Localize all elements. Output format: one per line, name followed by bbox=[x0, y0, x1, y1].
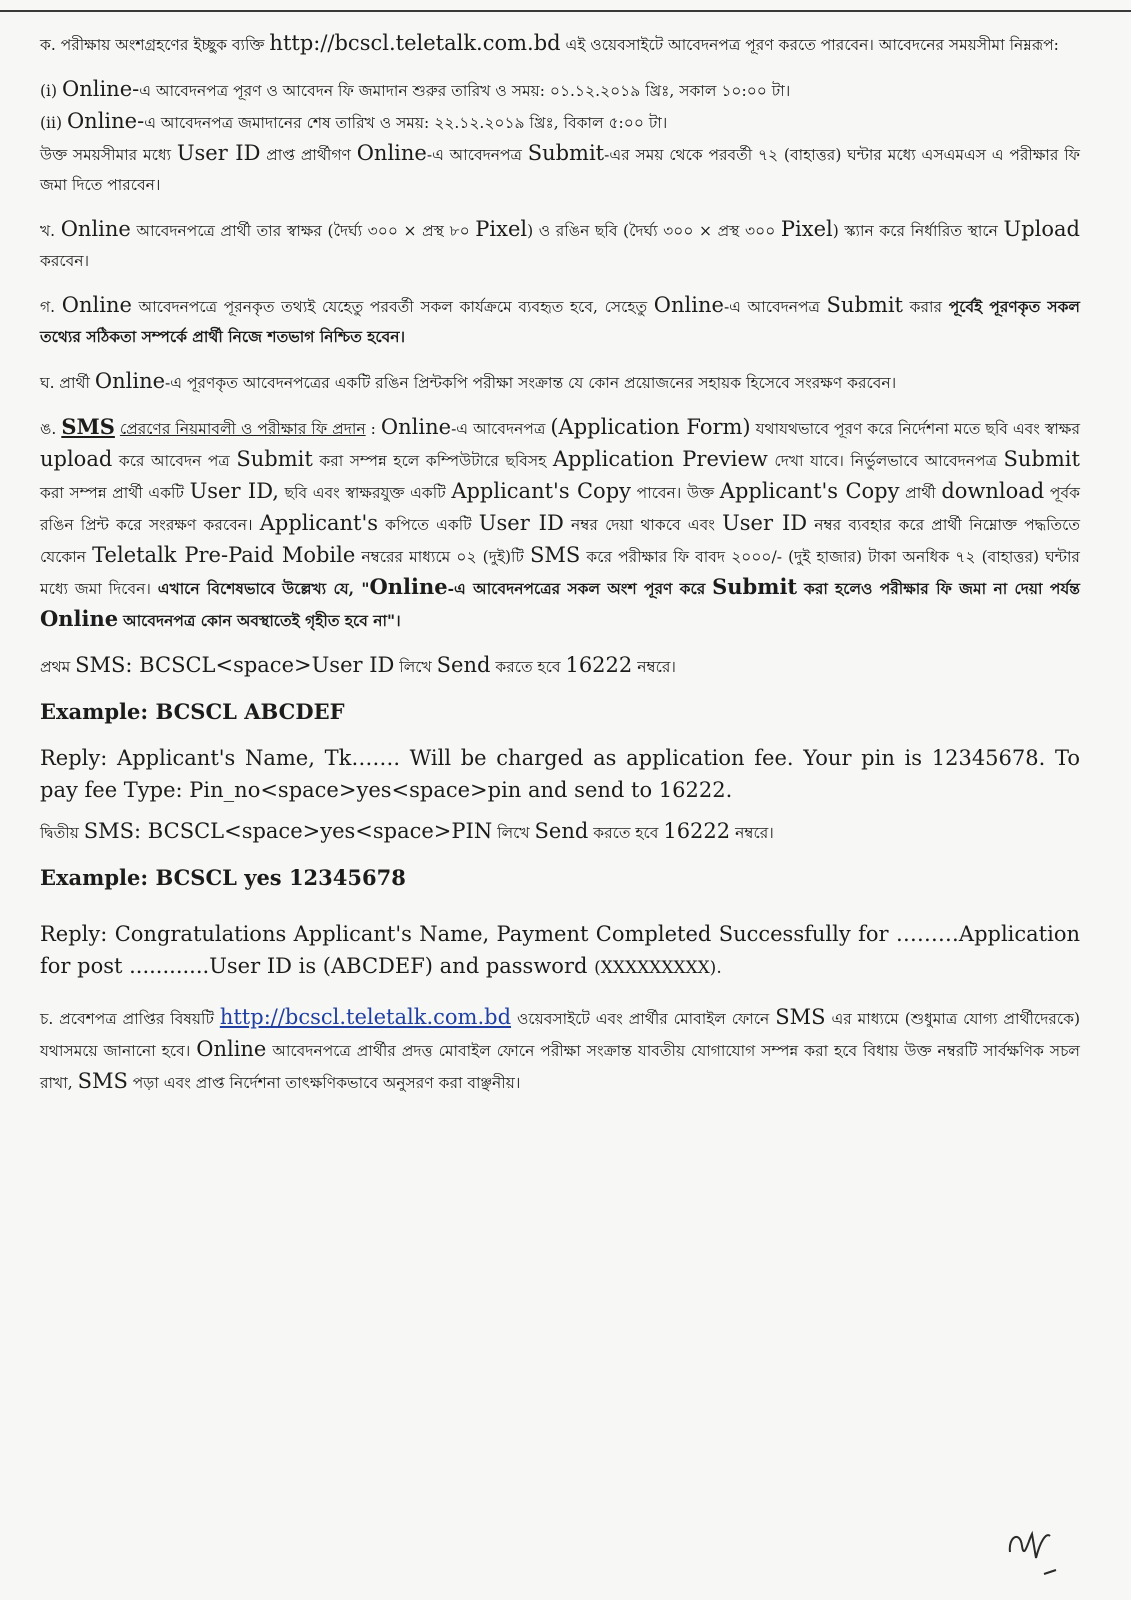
text: -এ আবেদনপত্র bbox=[723, 298, 820, 316]
text-en: User ID, bbox=[189, 479, 279, 503]
text: নম্বর ব্যবহার করে প্রার্থী নিম্নোক্ত পদ্ধতিতে যেকোন bbox=[40, 516, 1081, 566]
text: আবেদনপত্রে প্রার্থীর প্রদত্ত মোবাইল ফোনে পরীক্ষা সংক্রান্ত যাবতীয় যোগাযোগ সম্পন্ন করা হবে বিধায় উক্ত নম্বরটি সার্বক্ষণিক সচল রাখা, bbox=[40, 1042, 1080, 1092]
text: -এ আবেদনপত্র bbox=[426, 146, 522, 164]
bold-text-en: Online bbox=[369, 574, 448, 599]
website-url: http://bcscl.teletalk.com.bd bbox=[269, 31, 561, 55]
section-ka bbox=[40, 28, 1080, 60]
text: নম্বরে। bbox=[735, 824, 774, 842]
top-rule bbox=[0, 10, 1131, 12]
text-en: Teletalk Pre-Paid Mobile bbox=[92, 543, 356, 567]
text-en: Application Preview bbox=[552, 447, 768, 471]
text-en: Online bbox=[94, 369, 166, 393]
text-en: SMS bbox=[77, 1069, 128, 1093]
text-en: Applicant's bbox=[259, 511, 379, 535]
text-en: Send bbox=[436, 653, 491, 677]
reply-text: Reply: Congratulations Applicant's Name, Payment Completed Successfully for ………Application for post ............User ID is (ABCDEF) and password bbox=[40, 922, 1080, 978]
text: ) ও রঙিন ছবি (দৈর্ঘ্য ৩০০ × প্রস্থ ৩০০ bbox=[527, 222, 776, 240]
reply-first: Reply: Applicant's Name, Tk……. Will be charged as application fee. Your pin is 12345678. To pay fee Type: Pin_no<space>yes<space>pin and send to 16222. bbox=[40, 746, 1080, 802]
text: পাবেন। উক্ত bbox=[636, 484, 715, 502]
text: ঙ. bbox=[40, 420, 57, 438]
text: করার bbox=[909, 298, 943, 316]
section-userid bbox=[40, 138, 1080, 200]
section-ka-text-2: এই ওয়েবসাইটে আবেদনপত্র পূরণ করতে পারবেন। আবেদনের সময়সীমা নিম্নরূপ: bbox=[565, 36, 1059, 54]
section-ga bbox=[40, 290, 1080, 352]
text-en: User ID bbox=[176, 141, 261, 165]
text: পূর্বক রঙিন প্রিন্ট করে সংরক্ষণ করবেন। bbox=[40, 484, 1080, 534]
text: ঘ. প্রার্থী bbox=[40, 374, 90, 392]
item-ii-online: Online- bbox=[66, 109, 145, 133]
text: আবেদনপত্রে পূরনকৃত তথ্যই যেহেতু পরবর্তী সকল কার্যক্রমে ব্যবহৃত হবে, সেহেতু bbox=[138, 298, 648, 316]
bold-text: এখানে বিশেষভাবে উল্লেখ্য যে, " bbox=[157, 579, 370, 598]
text-en: SMS bbox=[530, 543, 581, 567]
text: লিখে bbox=[399, 658, 432, 676]
text: করতে হবে bbox=[593, 824, 659, 842]
text: ওয়েবসাইটে এবং প্রার্থীর মোবাইল ফোনে bbox=[516, 1010, 770, 1028]
item-ii bbox=[40, 106, 1080, 138]
text: আবেদনপত্রে প্রার্থী তার স্বাক্ষর (দৈর্ঘ্য ৩০০ × প্রস্থ ৮০ bbox=[136, 222, 470, 240]
text: এর মাধ্যমে (শুধুমাত্র যোগ্য প্রার্থীদেরকে) যথাসময়ে জানানো হবে। bbox=[40, 1010, 1080, 1060]
text: -এ পূরণকৃত আবেদনপত্রের একটি রঙিন প্রিন্টকপি পরীক্ষা সংক্রান্ত যে কোন প্রয়োজনের সহায়ক হিসেবে সংরক্ষণ করবেন। bbox=[165, 374, 897, 392]
text: করে আবেদন পত্র bbox=[118, 452, 230, 470]
bold-text-en: Submit bbox=[712, 574, 798, 599]
text: নম্বর দেয়া থাকবে এবং bbox=[571, 516, 715, 534]
text: পড়া এবং প্রাপ্ত নির্দেশনা তাৎক্ষণিকভাবে অনুসরণ করা বাঞ্ছনীয়। bbox=[132, 1074, 521, 1092]
text: প্রথম bbox=[40, 658, 71, 676]
section-heading: প্রেরণের নিয়মাবলী ও পরীক্ষার ফি প্রদান bbox=[119, 420, 366, 438]
text-en: Pixel bbox=[475, 217, 528, 241]
text-en: Send bbox=[534, 819, 589, 843]
text: : bbox=[370, 420, 376, 438]
text-en: Online bbox=[61, 293, 132, 317]
section-cha bbox=[40, 1002, 1080, 1098]
text-en: SMS bbox=[775, 1005, 826, 1029]
bold-text: করা হলেও পরীক্ষার ফি জমা না দেয়া পর্যন্ত bbox=[803, 579, 1080, 598]
text-en: SMS: BCSCL<space>yes<space>PIN bbox=[83, 819, 493, 843]
website-link[interactable]: http://bcscl.teletalk.com.bd bbox=[219, 1005, 512, 1029]
text-en: download bbox=[941, 479, 1045, 503]
bold-text-en: Online bbox=[40, 606, 119, 631]
text: ) স্ক্যান করে নির্ধারিত স্থানে bbox=[832, 222, 998, 240]
item-i-online: Online- bbox=[62, 77, 140, 101]
text-en: Online bbox=[60, 217, 131, 241]
text: নম্বরে। bbox=[637, 658, 676, 676]
text: করা সম্পন্ন হলে কম্পিউটারে ছবিসহ bbox=[319, 452, 547, 470]
bold-text: আবেদনপত্র কোন অবস্থাতেই গৃহীত হবে না"। bbox=[123, 611, 401, 630]
text: যথাযথভাবে পূরণ করে নির্দেশনা মতে ছবি এবং স্বাক্ষর bbox=[755, 420, 1080, 438]
item-ii-label: (ii) bbox=[40, 114, 63, 132]
text-en: Applicant's Copy bbox=[451, 479, 632, 503]
section-ka-text: ক. পরীক্ষায় অংশগ্রহণের ইচ্ছুক ব্যক্তি bbox=[40, 36, 265, 54]
document-page bbox=[40, 28, 1080, 1112]
section-kha bbox=[40, 214, 1080, 276]
sms-first-instruction bbox=[40, 650, 1080, 682]
text-en: Submit bbox=[1003, 447, 1080, 471]
bold-text: -এ আবেদনপত্রের সকল অংশ পূরণ করে bbox=[447, 579, 706, 598]
text-en: Online bbox=[356, 141, 427, 165]
item-i-label: (i) bbox=[40, 82, 58, 100]
text: প্রাপ্ত প্রার্থীগণ bbox=[266, 146, 351, 164]
text-en: SMS: BCSCL<space>User ID bbox=[75, 653, 395, 677]
text: নম্বরের মাধ্যমে ০২ (দুই)টি bbox=[361, 548, 524, 566]
example-second: Example: BCSCL yes 12345678 bbox=[40, 865, 406, 890]
section-gha bbox=[40, 366, 1080, 398]
text: খ. bbox=[40, 222, 56, 240]
emphasis-text: পূর্বেই পূরণকৃত সকল তথ্যের সঠিকতা সম্পর্কে প্রার্থী নিজে শতভাগ নিশ্চিত হবেন। bbox=[40, 297, 1080, 346]
text: প্রার্থী bbox=[905, 484, 936, 502]
item-i-text: এ আবেদনপত্র পূরণ ও আবেদন ফি জমাদান শুরুর তারিখ ও সময়: ০১.১২.২০১৯ খ্রিঃ, সকাল ১০:০০ টা। bbox=[139, 82, 791, 100]
text-en: Online bbox=[653, 293, 724, 317]
text: করবেন। bbox=[40, 252, 90, 270]
text-en: Submit bbox=[527, 141, 605, 165]
text: চ. প্রবেশপত্র প্রাপ্তির বিষয়টি bbox=[40, 1010, 214, 1028]
text: লিখে bbox=[497, 824, 530, 842]
text-en: Applicant's Copy bbox=[719, 479, 900, 503]
text-en: Upload bbox=[1003, 217, 1080, 241]
example-first: Example: BCSCL ABCDEF bbox=[40, 699, 345, 724]
text: করা সম্পন্ন প্রার্থী একটি bbox=[40, 484, 184, 502]
text: উক্ত সময়সীমার মধ্যে bbox=[40, 146, 172, 164]
sms-second-instruction bbox=[40, 816, 1080, 848]
text-en: 16222 bbox=[663, 819, 731, 843]
text: ছবি এবং স্বাক্ষরযুক্ত একটি bbox=[284, 484, 446, 502]
text: দেখা যাবে। নির্ভুলভাবে আবেদনপত্র bbox=[774, 452, 997, 470]
text: করতে হবে bbox=[495, 658, 561, 676]
text-en: User ID bbox=[478, 511, 564, 535]
text-en: upload bbox=[40, 447, 113, 471]
text: করে পরীক্ষার ফি বাবদ ২০০০/- (দুই হাজার) টাকা অনধিক ৭২ (বাহাত্তর) ঘন্টার মধ্যে জমা দিবেন। bbox=[40, 548, 1080, 598]
text-en: Online bbox=[196, 1037, 267, 1061]
password-placeholder: (XXXXXXXXX). bbox=[594, 958, 722, 978]
text-en: 16222 bbox=[565, 653, 633, 677]
signature-mark bbox=[1000, 1512, 1070, 1582]
text: কপিতে একটি bbox=[385, 516, 472, 534]
text-en: Pixel bbox=[780, 217, 833, 241]
text-en: Online bbox=[380, 415, 452, 439]
sms-heading: SMS bbox=[61, 414, 115, 439]
text-en: User ID bbox=[722, 511, 808, 535]
section-umo bbox=[40, 412, 1080, 636]
text-en: Submit bbox=[826, 293, 903, 317]
text-en: (Application Form) bbox=[550, 415, 751, 439]
text: গ. bbox=[40, 298, 56, 316]
text: -এ আবেদনপত্র bbox=[451, 420, 546, 438]
item-i bbox=[40, 74, 1080, 106]
text: -এর সময় থেকে পরবর্তী ৭২ (বাহাত্তর) ঘন্টার মধ্যে এসএমএস এ পরীক্ষার ফি জমা দিতে পারবেন। bbox=[40, 146, 1080, 194]
text: দ্বিতীয় bbox=[40, 824, 79, 842]
item-ii-text: এ আবেদনপত্র জমাদানের শেষ তারিখ ও সময়: ২২.১২.২০১৯ খ্রিঃ, বিকাল ৫:০০ টা। bbox=[144, 114, 668, 132]
reply-second bbox=[40, 918, 1080, 984]
text-en: Submit bbox=[236, 447, 313, 471]
